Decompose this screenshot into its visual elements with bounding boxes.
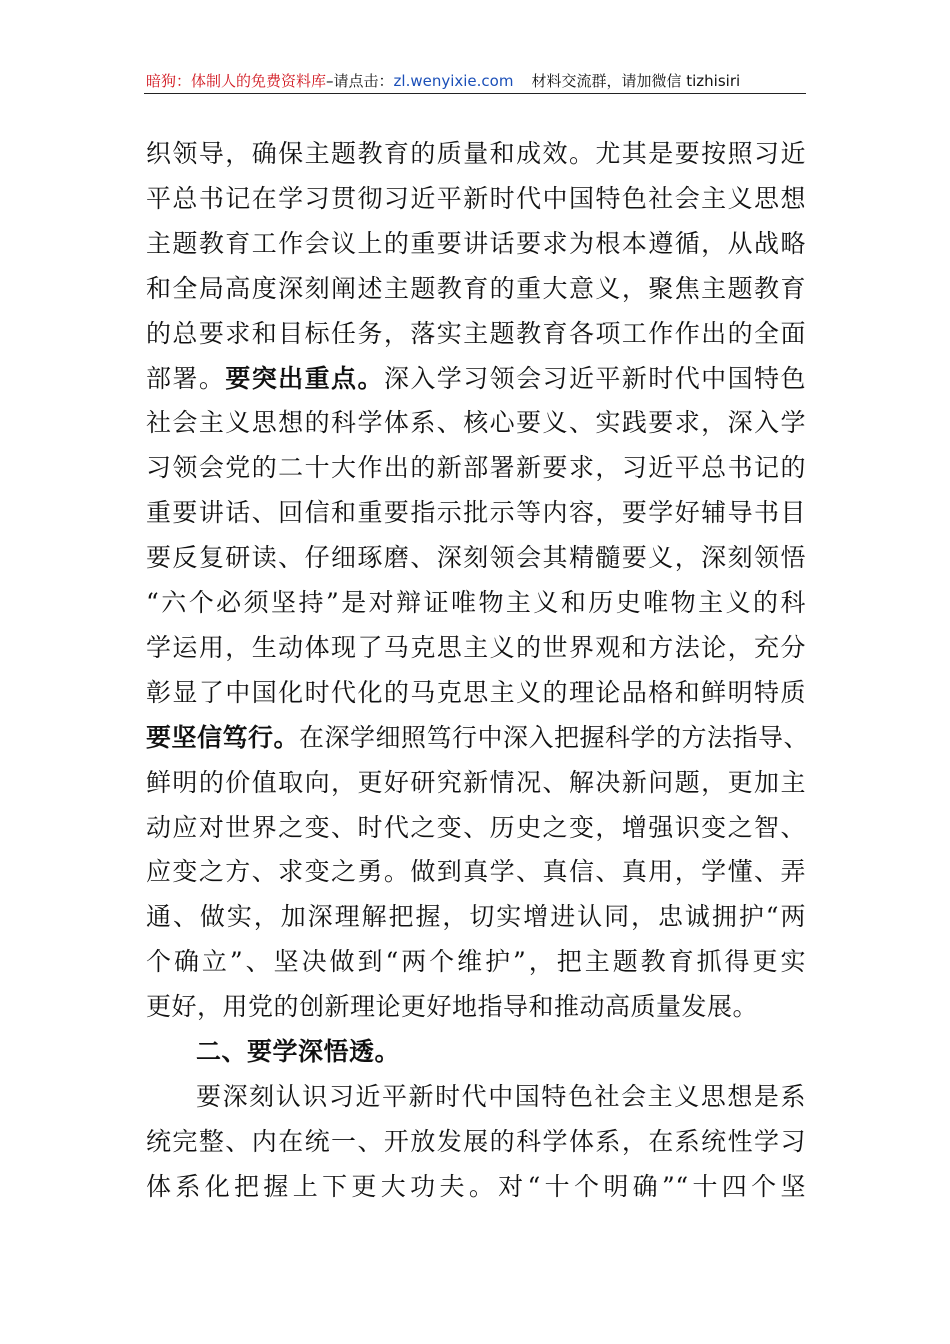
body-text-segment: “六个必须坚持”是对辩证唯物主义和历史唯物主义的科 bbox=[146, 588, 806, 617]
body-line bbox=[146, 536, 806, 580]
body-text-segment: 统完整、内在统一、开放发展的科学体系，在系统性学习 bbox=[146, 1126, 806, 1156]
body-text-segment: 鲜明的价值取向，更好研究新情况、解决新问题，更加主 bbox=[146, 767, 806, 797]
body-text-segment: 更好，用党的创新理论更好地指导和推动高质量发展。 bbox=[146, 992, 759, 1022]
body-text-segment: 通、做实，加深理解把握，切实增进认同，忠诚拥护“两 bbox=[146, 902, 806, 932]
body-line bbox=[146, 1165, 806, 1209]
body-text-segment: 彰显了中国化时代化的马克思主义的理论品格和鲜明特质 bbox=[146, 677, 806, 707]
body-text-segment: 应变之方、求变之勇。做到真学、真信、真用，学懂、弄 bbox=[146, 857, 806, 887]
body-text-segment: 部署。 bbox=[146, 363, 226, 393]
body-text-segment: 要反复研读、仔细琢磨、深刻领会其精髓要义，深刻领悟 bbox=[146, 543, 806, 573]
body-text-segment: 深入学习领会习近平新时代中国特色 bbox=[383, 363, 806, 393]
body-text-segment: 的总要求和目标任务，落实主题教育各项工作作出的全面 bbox=[146, 318, 806, 348]
body-line bbox=[146, 357, 806, 401]
body-line bbox=[146, 895, 806, 939]
body-line bbox=[146, 132, 806, 176]
body-text-segment: 体系化把握上下更大功夫。对“十个明确”“十四个坚 bbox=[146, 1171, 806, 1201]
body-text-segment: 主题教育工作会议上的重要讲话要求为根本遵循，从战略 bbox=[146, 228, 806, 258]
body-text-segment: 平总书记在学习贯彻习近平新时代中国特色社会主义思想 bbox=[146, 183, 806, 213]
body-text-segment: 织领导，确保主题教育的质量和成效。尤其是要按照习近 bbox=[146, 139, 806, 168]
body-text-segment: 要深刻认识习近平新时代中国特色社会主义思想是系 bbox=[196, 1081, 806, 1111]
page-header bbox=[146, 70, 806, 94]
bold-heading-text: 要突出重点。 bbox=[225, 363, 384, 393]
body-line bbox=[146, 1030, 806, 1074]
body-text-segment: 学运用，生动体现了马克思主义的世界观和方法论，充分 bbox=[146, 632, 806, 662]
header-click-prefix: –请点击： bbox=[326, 72, 394, 90]
body-line bbox=[146, 850, 806, 894]
body-line bbox=[146, 491, 806, 535]
body-text-segment: 重要讲话、回信和重要指示批示等内容，要学好辅导书目 bbox=[146, 498, 806, 528]
body-line bbox=[146, 222, 806, 266]
body-line bbox=[146, 581, 806, 625]
body-text-segment: 习领会党的二十大作出的新部署新要求，习近平总书记的 bbox=[146, 453, 806, 483]
body-line bbox=[146, 1120, 806, 1164]
body-line bbox=[146, 267, 806, 311]
bold-heading-text: 要坚信笃行。 bbox=[146, 722, 300, 752]
body-line bbox=[146, 401, 806, 445]
body-line bbox=[146, 671, 806, 715]
body-text-segment: 动应对世界之变、时代之变、历史之变，增强识变之智、 bbox=[146, 812, 806, 842]
body-line bbox=[146, 177, 806, 221]
header-site-title: 暗狗：体制人的免费资料库 bbox=[146, 72, 327, 90]
header-wechat-note: 材料交流群，请加微信 tizhisiri bbox=[531, 72, 741, 90]
header-url-link[interactable]: zl.wenyixie.com bbox=[393, 72, 514, 90]
body-line bbox=[146, 1075, 806, 1119]
body-line bbox=[146, 312, 806, 356]
body-line bbox=[146, 761, 806, 805]
body-line bbox=[146, 806, 806, 850]
body-line bbox=[146, 940, 806, 984]
header-divider bbox=[144, 93, 806, 94]
body-text-segment: 社会主义思想的科学体系、核心要义、实践要求，深入学 bbox=[146, 408, 806, 438]
body-text-segment: 个确立”、坚决做到“两个维护”，把主题教育抓得更实 bbox=[146, 947, 806, 977]
body-text-segment: 和全局高度深刻阐述主题教育的重大意义，聚焦主题教育 bbox=[146, 273, 806, 303]
body-line bbox=[146, 626, 806, 670]
body-line bbox=[146, 446, 806, 490]
body-line bbox=[146, 985, 806, 1029]
bold-heading-text: 二、要学深悟透。 bbox=[196, 1037, 401, 1066]
body-line bbox=[146, 716, 810, 760]
body-text-segment: 在深学细照笃行中深入把握科学的方法指导、 bbox=[299, 722, 810, 752]
